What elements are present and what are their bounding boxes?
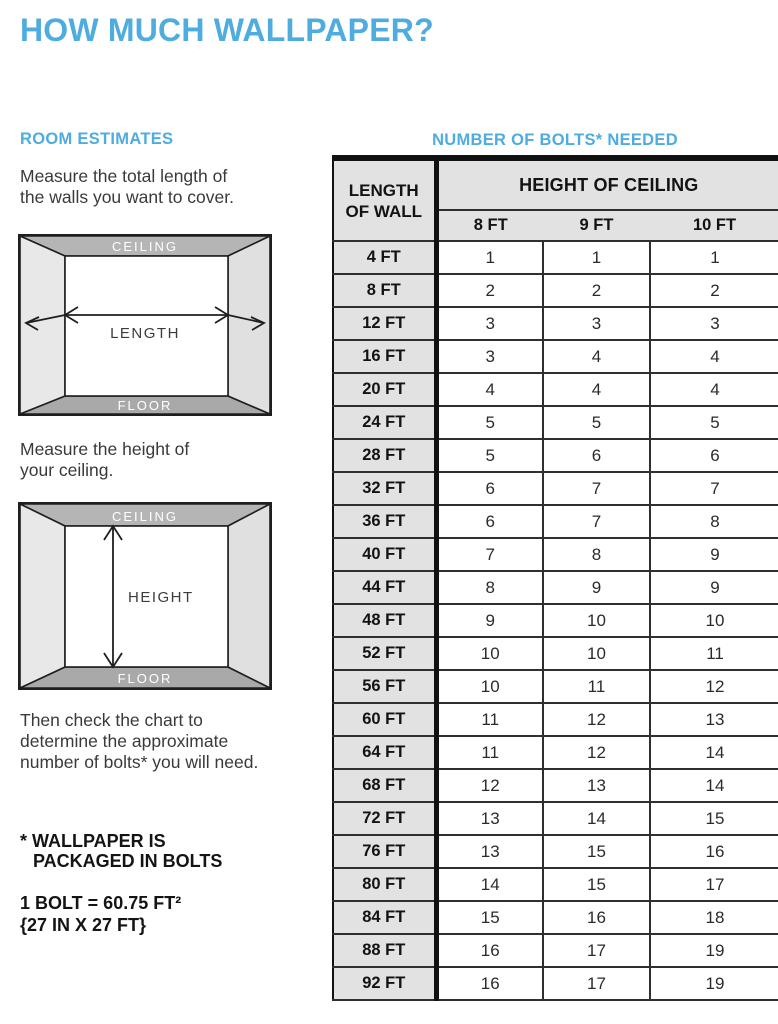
table-row bbox=[333, 868, 778, 901]
bolt-count-cell: 16 bbox=[436, 934, 543, 967]
wall-length-label: 60 FT bbox=[333, 703, 436, 736]
bolt-count-cell: 3 bbox=[650, 307, 778, 340]
wall-length-label: 24 FT bbox=[333, 406, 436, 439]
bolt-count-cell: 4 bbox=[543, 373, 650, 406]
bolt-count-cell: 2 bbox=[650, 274, 778, 307]
length-dimension-label: LENGTH bbox=[110, 325, 180, 342]
bolt-count-cell: 10 bbox=[436, 670, 543, 703]
table-row bbox=[333, 637, 778, 670]
ceiling-label: CEILING bbox=[111, 509, 179, 524]
bolt-count-cell: 12 bbox=[543, 736, 650, 769]
room-length-diagram bbox=[18, 234, 272, 416]
col-header-10ft: 10 FT bbox=[650, 210, 778, 241]
bolt-count-cell: 10 bbox=[543, 637, 650, 670]
bolt-count-cell: 1 bbox=[436, 241, 543, 274]
ceiling-label: CEILING bbox=[111, 239, 179, 254]
bolt-spec-line: 1 BOLT = 60.75 FT² bbox=[20, 893, 182, 913]
table-row bbox=[333, 604, 778, 637]
wall-length-label: 36 FT bbox=[333, 505, 436, 538]
table-row bbox=[333, 340, 778, 373]
bolt-count-cell: 10 bbox=[543, 604, 650, 637]
bolt-count-cell: 3 bbox=[436, 340, 543, 373]
bolt-count-cell: 12 bbox=[436, 769, 543, 802]
table-row bbox=[333, 439, 778, 472]
instruction-check-chart bbox=[20, 710, 258, 773]
instruction-line: Measure the total length of bbox=[20, 166, 228, 186]
bolt-count-cell: 11 bbox=[436, 736, 543, 769]
bolt-count-cell: 17 bbox=[543, 934, 650, 967]
bolt-count-cell: 6 bbox=[650, 439, 778, 472]
bolt-count-cell: 11 bbox=[650, 637, 778, 670]
table-row bbox=[333, 934, 778, 967]
bolt-count-cell: 4 bbox=[543, 340, 650, 373]
wall-length-label: 92 FT bbox=[333, 967, 436, 1000]
table-row bbox=[333, 538, 778, 571]
bolt-count-cell: 15 bbox=[543, 868, 650, 901]
wall-length-label: 64 FT bbox=[333, 736, 436, 769]
bolt-count-cell: 17 bbox=[543, 967, 650, 1000]
bolt-count-cell: 15 bbox=[650, 802, 778, 835]
wallpaper-bolts-footnote bbox=[20, 831, 222, 871]
height-dimension-label: HEIGHT bbox=[128, 589, 194, 606]
bolt-count-cell: 13 bbox=[436, 802, 543, 835]
bolt-count-cell: 6 bbox=[436, 505, 543, 538]
bolt-count-cell: 16 bbox=[543, 901, 650, 934]
table-row bbox=[333, 835, 778, 868]
wall-length-label: 4 FT bbox=[333, 241, 436, 274]
footnote-line: * WALLPAPER IS bbox=[20, 831, 166, 851]
instruction-measure-length bbox=[20, 166, 234, 208]
bolt-count-cell: 15 bbox=[436, 901, 543, 934]
wall-length-label: 16 FT bbox=[333, 340, 436, 373]
bolt-count-cell: 10 bbox=[650, 604, 778, 637]
bolt-count-cell: 12 bbox=[650, 670, 778, 703]
right-wall-surface bbox=[228, 504, 270, 688]
table-row bbox=[333, 406, 778, 439]
bolt-count-cell: 6 bbox=[436, 472, 543, 505]
bolt-size-spec bbox=[20, 892, 181, 936]
bolt-count-cell: 8 bbox=[650, 505, 778, 538]
wall-length-label: 80 FT bbox=[333, 868, 436, 901]
table-row bbox=[333, 373, 778, 406]
bolt-count-cell: 2 bbox=[543, 274, 650, 307]
bolt-count-cell: 14 bbox=[543, 802, 650, 835]
bolt-count-cell: 4 bbox=[436, 373, 543, 406]
instruction-line: number of bolts* you will need. bbox=[20, 752, 259, 772]
bolt-count-cell: 13 bbox=[436, 835, 543, 868]
bolt-count-cell: 7 bbox=[543, 472, 650, 505]
wall-length-label: 48 FT bbox=[333, 604, 436, 637]
room-estimates-heading: ROOM ESTIMATES bbox=[20, 130, 174, 148]
bolt-count-cell: 16 bbox=[436, 967, 543, 1000]
bolt-count-cell: 7 bbox=[436, 538, 543, 571]
bolt-count-cell: 15 bbox=[543, 835, 650, 868]
bolt-count-cell: 18 bbox=[650, 901, 778, 934]
height-of-ceiling-header: HEIGHT OF CEILING bbox=[436, 158, 778, 210]
table-row bbox=[333, 472, 778, 505]
bolt-count-cell: 4 bbox=[650, 340, 778, 373]
bolt-count-cell: 14 bbox=[650, 736, 778, 769]
table-row bbox=[333, 241, 778, 274]
col-header-8ft: 8 FT bbox=[436, 210, 543, 241]
bolt-count-cell: 13 bbox=[543, 769, 650, 802]
table-row bbox=[333, 274, 778, 307]
table-row bbox=[333, 571, 778, 604]
bolt-count-cell: 8 bbox=[543, 538, 650, 571]
left-wall-surface bbox=[20, 504, 65, 688]
instruction-line: Measure the height of bbox=[20, 439, 190, 459]
instruction-line: the walls you want to cover. bbox=[20, 187, 234, 207]
right-wall-surface bbox=[228, 236, 270, 414]
table-row bbox=[333, 802, 778, 835]
bolt-count-cell: 13 bbox=[650, 703, 778, 736]
table-row bbox=[333, 670, 778, 703]
bolt-count-cell: 6 bbox=[543, 439, 650, 472]
bolt-count-cell: 11 bbox=[436, 703, 543, 736]
length-of-wall-header-line: OF WALL bbox=[345, 201, 422, 221]
footnote-line: PACKAGED IN BOLTS bbox=[33, 851, 223, 871]
bolt-spec-line: {27 IN X 27 FT} bbox=[20, 915, 147, 935]
instruction-line: your ceiling. bbox=[20, 460, 114, 480]
table-row bbox=[333, 703, 778, 736]
floor-label: FLOOR bbox=[117, 398, 173, 413]
bolt-count-cell: 1 bbox=[543, 241, 650, 274]
instruction-measure-height bbox=[20, 439, 189, 481]
bolt-count-cell: 17 bbox=[650, 868, 778, 901]
bolts-table-body bbox=[333, 241, 778, 1000]
bolt-count-cell: 7 bbox=[543, 505, 650, 538]
wall-length-label: 32 FT bbox=[333, 472, 436, 505]
col-header-9ft: 9 FT bbox=[543, 210, 650, 241]
wall-length-label: 88 FT bbox=[333, 934, 436, 967]
wall-length-label: 68 FT bbox=[333, 769, 436, 802]
length-of-wall-header-line: LENGTH bbox=[348, 180, 419, 200]
table-row bbox=[333, 769, 778, 802]
wall-length-label: 84 FT bbox=[333, 901, 436, 934]
left-wall-surface bbox=[20, 236, 65, 414]
bolt-count-cell: 2 bbox=[436, 274, 543, 307]
wall-length-label: 72 FT bbox=[333, 802, 436, 835]
room-height-diagram bbox=[18, 502, 272, 690]
bolt-count-cell: 5 bbox=[543, 406, 650, 439]
bolt-count-cell: 9 bbox=[543, 571, 650, 604]
bolt-count-cell: 5 bbox=[650, 406, 778, 439]
page-title: HOW MUCH WALLPAPER? bbox=[20, 12, 434, 48]
wall-length-label: 8 FT bbox=[333, 274, 436, 307]
bolts-table bbox=[332, 155, 778, 1001]
wall-length-label: 12 FT bbox=[333, 307, 436, 340]
table-row bbox=[333, 967, 778, 1000]
bolt-count-cell: 7 bbox=[650, 472, 778, 505]
bolts-table-container bbox=[332, 155, 778, 1001]
bolt-count-cell: 8 bbox=[436, 571, 543, 604]
table-row bbox=[333, 901, 778, 934]
bolt-count-cell: 9 bbox=[436, 604, 543, 637]
table-row bbox=[333, 307, 778, 340]
bolt-count-cell: 3 bbox=[543, 307, 650, 340]
bolt-count-cell: 19 bbox=[650, 934, 778, 967]
wall-length-label: 40 FT bbox=[333, 538, 436, 571]
bolt-count-cell: 16 bbox=[650, 835, 778, 868]
wall-length-label: 28 FT bbox=[333, 439, 436, 472]
bolt-count-cell: 5 bbox=[436, 406, 543, 439]
floor-label: FLOOR bbox=[117, 671, 173, 686]
bolt-count-cell: 14 bbox=[650, 769, 778, 802]
table-row bbox=[333, 736, 778, 769]
bolt-count-cell: 9 bbox=[650, 571, 778, 604]
wall-length-label: 76 FT bbox=[333, 835, 436, 868]
wall-length-label: 52 FT bbox=[333, 637, 436, 670]
bolts-needed-heading: NUMBER OF BOLTS* NEEDED bbox=[432, 131, 678, 149]
bolt-count-cell: 3 bbox=[436, 307, 543, 340]
wall-length-label: 56 FT bbox=[333, 670, 436, 703]
bolt-count-cell: 14 bbox=[436, 868, 543, 901]
instruction-line: Then check the chart to bbox=[20, 710, 203, 730]
bolt-count-cell: 9 bbox=[650, 538, 778, 571]
bolt-count-cell: 11 bbox=[543, 670, 650, 703]
bolt-count-cell: 19 bbox=[650, 967, 778, 1000]
length-of-wall-header bbox=[333, 158, 436, 241]
bolt-count-cell: 10 bbox=[436, 637, 543, 670]
instruction-line: determine the approximate bbox=[20, 731, 229, 751]
wall-length-label: 20 FT bbox=[333, 373, 436, 406]
bolt-count-cell: 1 bbox=[650, 241, 778, 274]
wall-length-label: 44 FT bbox=[333, 571, 436, 604]
bolt-count-cell: 5 bbox=[436, 439, 543, 472]
bolt-count-cell: 4 bbox=[650, 373, 778, 406]
bolt-count-cell: 12 bbox=[543, 703, 650, 736]
table-row bbox=[333, 505, 778, 538]
